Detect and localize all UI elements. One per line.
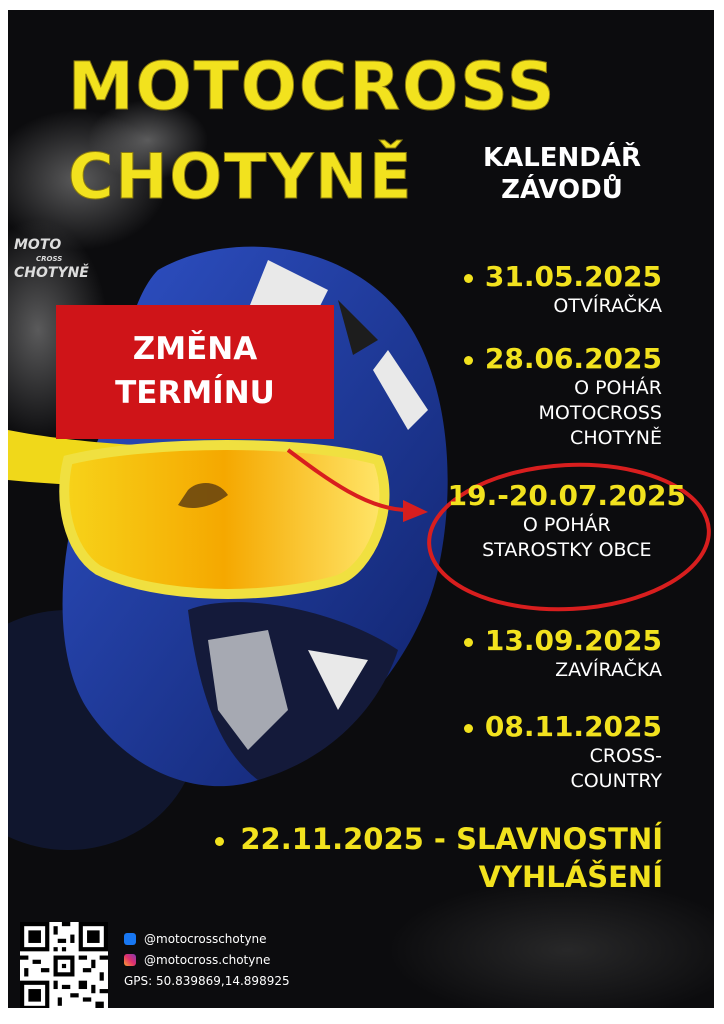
event-date: 28.06.2025 xyxy=(464,342,662,376)
event-date: 08.11.2025 xyxy=(464,710,662,744)
calendar-heading-line2: ZÁVODŮ xyxy=(501,175,623,205)
instagram-icon xyxy=(124,954,136,966)
logo-text-middle: CROSS xyxy=(36,255,63,263)
event-name: O POHÁR xyxy=(522,514,611,536)
gps-coordinates: GPS: 50.839869,14.898925 xyxy=(124,974,290,988)
instagram-link[interactable]: @motocross.chotyne xyxy=(124,953,270,967)
event-name: CHOTYNĚ xyxy=(570,427,662,449)
facebook-link[interactable]: @motocrosschotyne xyxy=(124,932,267,946)
logo-text-top: MOTO xyxy=(14,237,62,253)
qr-code[interactable] xyxy=(20,922,108,1008)
date-change-banner xyxy=(56,305,334,439)
calendar-heading xyxy=(462,142,662,206)
event-name: STAROSTKY OBCE xyxy=(482,539,652,561)
logo-text-bottom: CHOTYNĚ xyxy=(14,265,89,281)
event-item-changed xyxy=(448,479,686,563)
event-name: O POHÁR xyxy=(574,377,662,399)
poster xyxy=(8,10,714,1008)
bullet-icon xyxy=(464,638,473,647)
event-item xyxy=(464,710,662,794)
event-name: OTVÍRAČKA xyxy=(553,295,662,317)
bullet-icon xyxy=(215,837,224,846)
final-event-line1: 22.11.2025 - SLAVNOSTNÍ xyxy=(183,820,663,858)
banner-line2: TERMÍNU xyxy=(115,375,275,411)
bullet-icon xyxy=(464,356,473,365)
event-item xyxy=(464,260,662,319)
location-title: CHOTYNĚ xyxy=(68,140,414,213)
final-event xyxy=(183,820,663,896)
event-item xyxy=(464,624,662,683)
final-event-line2: VYHLÁŠENÍ xyxy=(478,860,663,894)
event-item xyxy=(464,342,662,451)
bullet-icon xyxy=(464,274,473,283)
event-name: CROSS- xyxy=(589,745,662,767)
event-name: MOTOCROSS xyxy=(538,402,662,424)
bullet-icon xyxy=(464,724,473,733)
event-date: 19.-20.07.2025 xyxy=(447,479,686,512)
club-logo xyxy=(14,238,89,280)
event-name: COUNTRY xyxy=(570,770,662,792)
event-date: 13.09.2025 xyxy=(464,624,662,658)
calendar-heading-line1: KALENDÁŘ xyxy=(482,143,642,173)
event-name: ZAVÍRAČKA xyxy=(555,659,662,681)
banner-line1: ZMĚNA xyxy=(132,331,258,367)
facebook-icon xyxy=(124,933,136,945)
main-title: MOTOCROSS xyxy=(68,48,557,125)
event-date: 31.05.2025 xyxy=(464,260,662,294)
